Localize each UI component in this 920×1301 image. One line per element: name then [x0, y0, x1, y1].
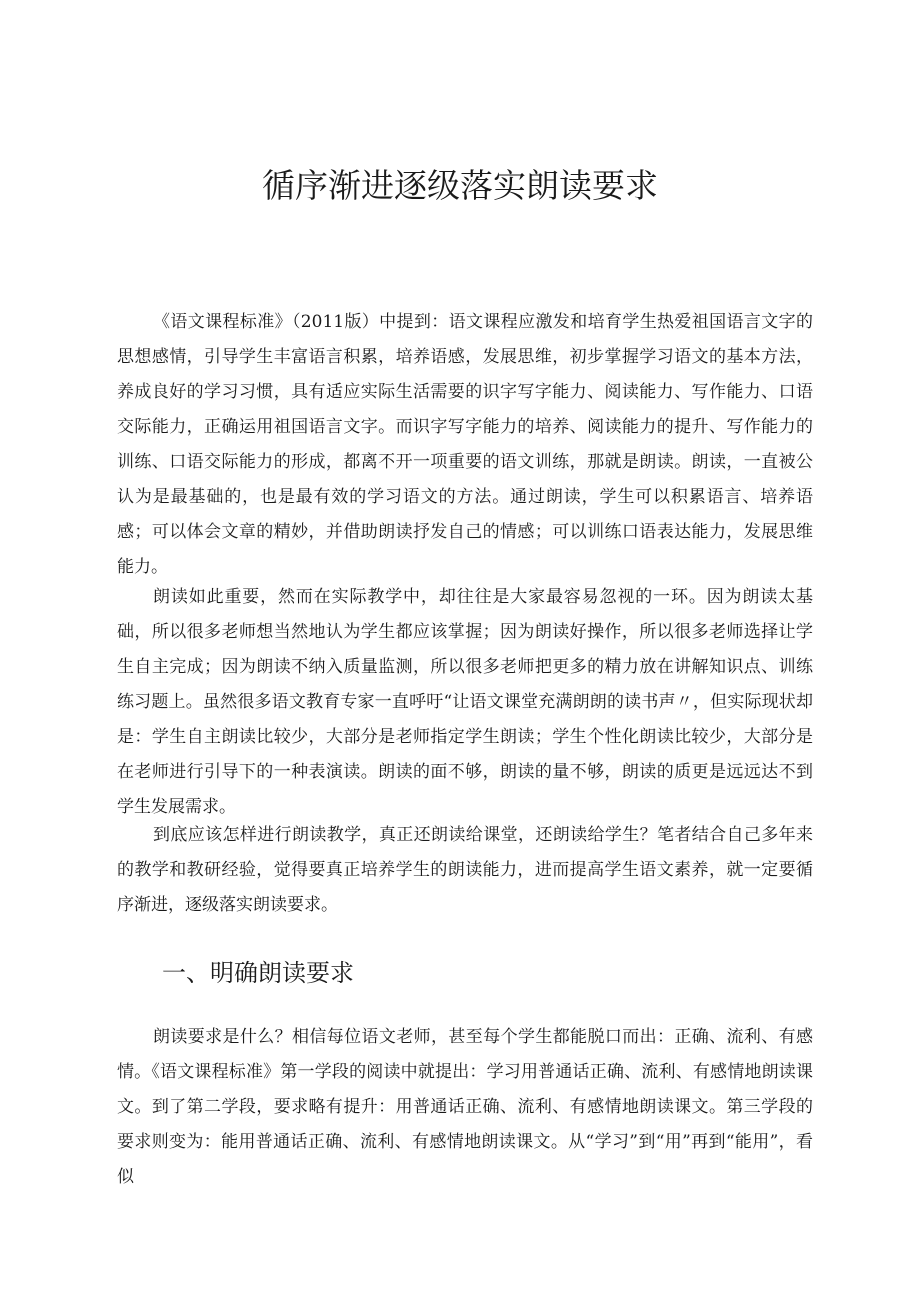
paragraph-section-one: 朗读要求是什么？相信每位语文老师，甚至每个学生都能脱口而出：正确、流利、有感情。《语文课程标准》第一学段的阅读中就提出：学习用普通话正确、流利、有感情地朗读课文。到了第二学段，要求略有提升：用普通话正确、流利、有感情地朗读课文。第三学段的要求则变为：能用普通话正确、流利、有感情地朗读课文。从“学习”到“用”再到“能用”，看似 [117, 1027, 813, 1187]
section-heading: 一、明确朗读要求 [162, 959, 354, 987]
paragraph-importance: 朗读如此重要，然而在实际教学中，却往往是大家最容易忽视的一环。因为朗读太基础，所以很多老师想当然地认为学生都应该掌握；因为朗读好操作，所以很多老师选择让学生自主完成；因为朗读不纳入质量监测，所以很多老师把更多的精力放在讲解知识点、训练练习题上。虽然很多语文教育专家一直呼吁“让语文课堂充满朗朗的读书声〃，但实际现状却是：学生自主朗读比较少，大部分是老师指定学生朗读；学生个性化朗读比较少，大部分是在老师进行引导下的一种表演读。朗读的面不够，朗读的量不够，朗读的质更是远远达不到学生发展需求。 [117, 587, 813, 817]
paragraph-approach: 到底应该怎样进行朗读教学，真正还朗读给课堂，还朗读给学生？笔者结合自己多年来的教学和教研经验，觉得要真正培养学生的朗读能力，进而提高学生语文素养，就一定要循序渐进，逐级落实朗读要求。 [117, 825, 813, 915]
document-title: 循序渐进逐级落实朗读要求 [262, 166, 658, 205]
paragraph-intro: 《语文课程标准》（2011版）中提到：语文课程应激发和培育学生热爱祖国语言文字的思想感情，引导学生丰富语言积累，培养语感，发展思维，初步掌握学习语文的基本方法，养成良好的学习习惯，具有适应实际生活需要的识字写字能力、阅读能力、写作能力、口语交际能力，正确运用祖国语言文字。而识字写字能力的培养、阅读能力的提升、写作能力的训练、口语交际能力的形成，都离不开一项重要的语文训练，那就是朗读。朗读，一直被公认为是最基础的，也是最有效的学习语文的方法。通过朗读，学生可以积累语言、培养语感；可以体会文章的精妙，并借助朗读抒发自己的情感；可以训练口语表达能力，发展思维能力。 [117, 312, 813, 577]
